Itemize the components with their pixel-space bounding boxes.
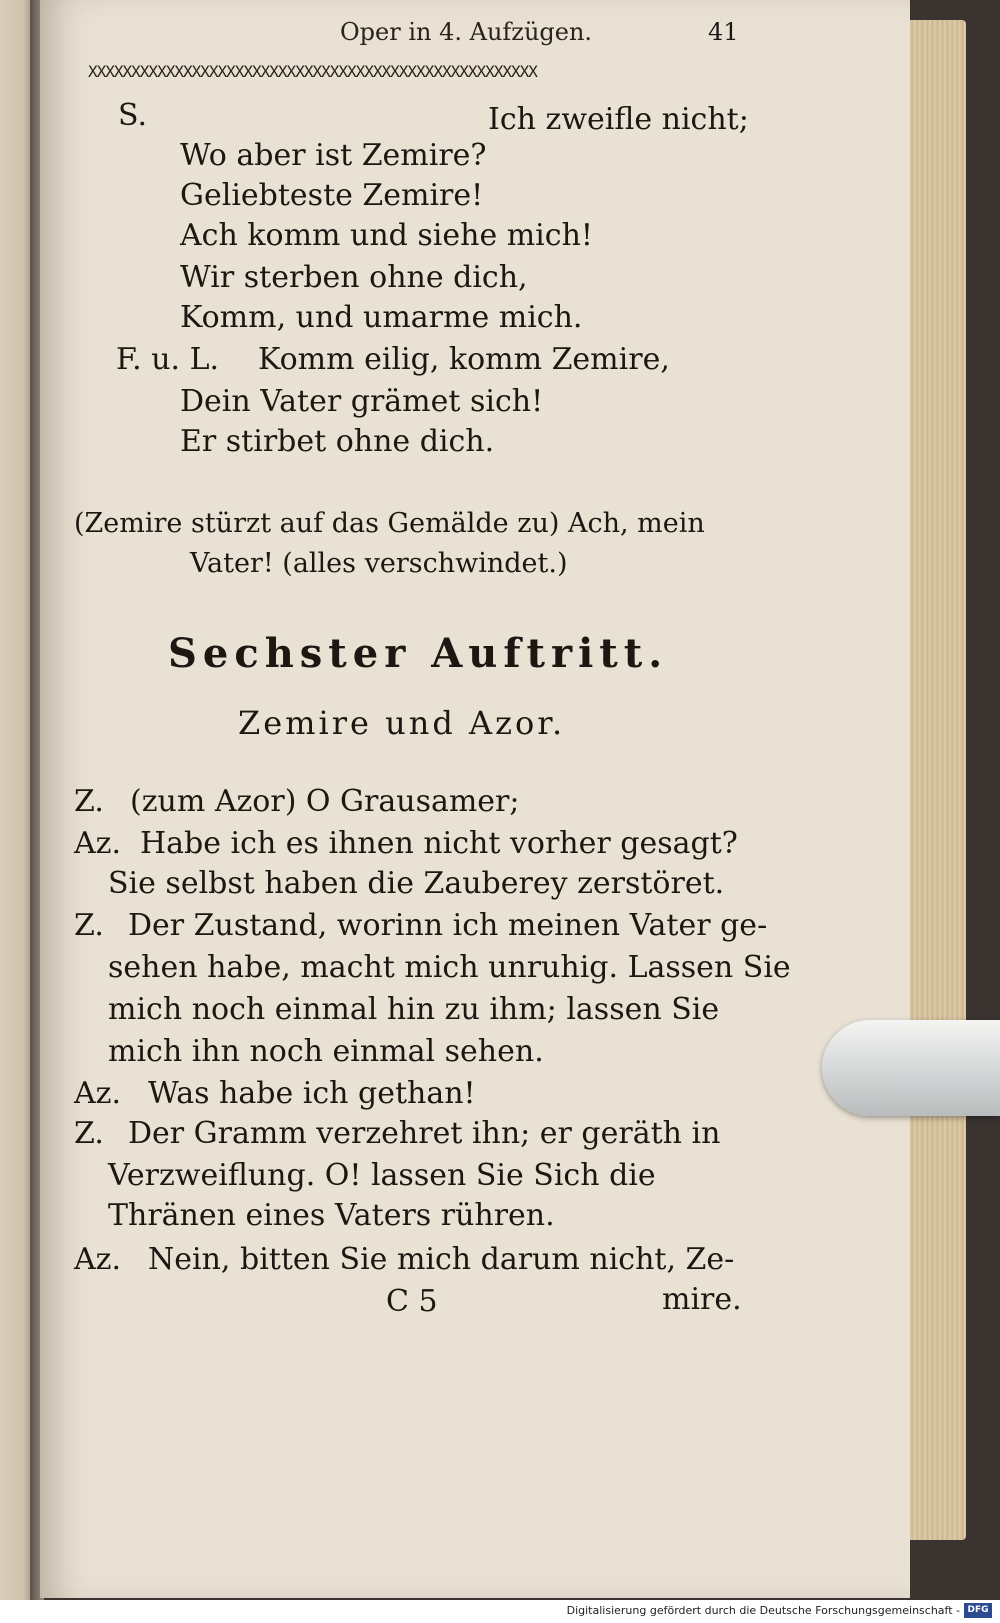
dialogue-line: Sie selbst haben die Zauberey zerstöret.: [108, 866, 725, 901]
verse-line: Ach komm und siehe mich!: [180, 218, 593, 253]
verse-line: Geliebteste Zemire!: [180, 178, 484, 213]
speaker: Z.: [74, 1116, 104, 1151]
dialogue-line: mich noch einmal hin zu ihm; lassen Sie: [108, 992, 720, 1027]
book-page: [40, 0, 910, 1598]
speaker: Az.: [74, 1242, 122, 1277]
ornament-rule: XXXXXXXXXXXXXXXXXXXXXXXXXXXXXXXXXXXXXXXXXXXXXXXXXXXX: [88, 62, 537, 80]
verse-line: Wir sterben ohne dich,: [180, 260, 528, 295]
dialogue-line: Was habe ich gethan!: [148, 1076, 476, 1111]
dialogue-line: Thränen eines Vaters rühren.: [108, 1198, 555, 1233]
verse-line-s: Ich zweifle nicht;: [488, 102, 749, 137]
running-title: Oper in 4. Aufzügen.: [340, 18, 593, 46]
scene-heading: Sechster Auftritt.: [168, 630, 669, 677]
verse-line: Dein Vater grämet sich!: [180, 384, 544, 419]
footer-credit: Digitalisierung gefördert durch die Deutsche Forschungsgemeinschaft -: [566, 1604, 960, 1617]
verse-line: Komm, und umarme mich.: [180, 300, 583, 335]
speaker: Z.: [74, 908, 104, 943]
speaker: Az.: [74, 826, 122, 861]
verse-line: Wo aber ist Zemire?: [180, 138, 487, 173]
dialogue-line: sehen habe, macht mich unruhig. Lassen Sie: [108, 950, 791, 985]
stage-direction: Vater! (alles verschwindet.): [190, 548, 568, 579]
dfg-logo: DFG: [964, 1603, 992, 1618]
scene-persons: Zemire und Azor.: [238, 704, 566, 742]
page-number: 41: [708, 18, 739, 46]
dialogue-line: Der Gramm verzehret ihn; er geräth in: [128, 1116, 721, 1151]
verse-line: Er stirbet ohne dich.: [180, 424, 495, 459]
dialogue-line: Verzweiflung. O! lassen Sie Sich die: [108, 1158, 656, 1193]
speaker: Az.: [74, 1076, 122, 1111]
dialogue-line: Habe ich es ihnen nicht vorher gesagt?: [140, 826, 738, 861]
dialogue-line: Nein, bitten Sie mich darum nicht, Ze-: [148, 1242, 735, 1277]
stage-direction: (Zemire stürzt auf das Gemälde zu) Ach, mein: [74, 508, 705, 539]
speaker: Z.: [74, 784, 104, 819]
speaker-fl: F. u. L.: [116, 342, 220, 377]
dialogue-line: mich ihn noch einmal sehen.: [108, 1034, 544, 1069]
page-clip: [822, 1020, 1000, 1116]
catchword: mire.: [662, 1282, 742, 1317]
dialogue-line: (zum Azor) O Grausamer;: [130, 784, 520, 819]
dialogue-line: Der Zustand, worinn ich meinen Vater ge-: [128, 908, 768, 943]
speaker-s: S.: [118, 98, 148, 133]
signature-mark: C 5: [386, 1284, 438, 1319]
verse-line-fl: Komm eilig, komm Zemire,: [258, 342, 670, 377]
footer-bar: [0, 1600, 1000, 1623]
